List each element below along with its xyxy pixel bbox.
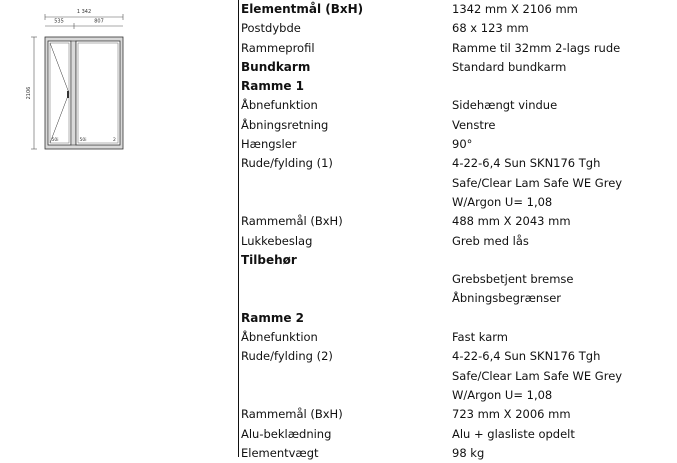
spec-row [241,328,677,347]
spec-row [241,212,677,231]
spec-value: Fast karm [452,330,508,345]
spec-key: Alu-beklædning [241,426,332,441]
spec-key: Elementmål (BxH) [241,2,364,16]
spec-table [241,0,677,463]
spec-value: 723 mm X 2006 mm [452,407,571,422]
spec-value: 90° [452,137,473,152]
spec-key: Hængsler [241,137,297,152]
spec-row [241,154,677,173]
spec-row [241,425,677,444]
spec-row [241,386,677,405]
left-sash-label: 50i [51,138,59,143]
spec-value: Venstre [452,117,496,132]
spec-key: Rammeprofil [241,40,315,55]
spec-row [241,232,677,251]
spec-value: Safe/Clear Lam Safe WE Grey [452,368,623,383]
spec-key: Åbnefunktion [241,98,318,113]
window-drawing [22,4,132,156]
spec-row [241,0,677,19]
right-frame-dimension-label: 807 [94,18,104,25]
spec-row [241,116,677,135]
spec-row [241,270,677,289]
spec-value: W/Argon U= 1,08 [452,194,553,209]
spec-key: Åbningsretning [241,117,329,132]
spec-row [241,96,677,115]
spec-value: Grebsbetjent bremse [452,272,574,287]
spec-row [241,289,677,308]
spec-key: Rude/fylding (2) [241,349,333,364]
spec-key: Rammemål (BxH) [241,214,343,229]
height-dimension-label: 2106 [26,86,32,100]
spec-row [241,19,677,38]
spec-value: 488 mm X 2043 mm [452,214,571,229]
spec-key: Elementvægt [241,445,319,460]
spec-key: Rammemål (BxH) [241,407,343,422]
spec-row [241,309,677,328]
spec-value: Standard bundkarm [452,59,567,74]
spec-key: Rude/fylding (1) [241,156,333,171]
spec-row [241,347,677,366]
spec-value: Alu + glasliste opdelt [452,426,575,441]
spec-value: 68 x 123 mm [452,21,529,36]
width-dimension-label: 1 342 [76,9,92,15]
spec-row [241,367,677,386]
spec-key: Bundkarm [241,59,311,74]
spec-value: Åbningsbegrænser [452,291,562,306]
spec-key: Postdybde [241,21,301,36]
spec-row [241,174,677,193]
spec-key: Åbnefunktion [241,330,318,345]
right-sash-label: 50i [79,138,87,143]
spec-value: 4-22-6,4 Sun SKN176 Tgh [452,156,601,171]
spec-key: Lukkebeslag [241,233,313,248]
spec-key: Ramme 2 [241,310,305,325]
spec-value: Safe/Clear Lam Safe WE Grey [452,175,623,190]
left-frame-dimension-label: 535 [54,18,64,25]
spec-value: Greb med lås [452,233,529,248]
spec-value: 98 kg [452,445,485,460]
spec-row [241,58,677,77]
spec-key: Ramme 1 [241,79,305,94]
spec-value: Ramme til 32mm 2-lags rude [452,40,621,55]
spec-value: 1342 mm X 2106 mm [452,2,578,16]
spec-row [241,405,677,424]
spec-row [241,193,677,212]
spec-row [241,135,677,154]
spec-row [241,39,677,58]
spec-value: 4-22-6,4 Sun SKN176 Tgh [452,349,601,364]
spec-key: Tilbehør [241,252,297,267]
spec-row [241,77,677,96]
spec-row [241,251,677,270]
spec-value: Sidehængt vindue [452,98,558,113]
right-sash-number: 2 [113,138,116,143]
spec-value: W/Argon U= 1,08 [452,387,553,402]
spec-row [241,444,677,463]
table-divider [238,0,239,457]
